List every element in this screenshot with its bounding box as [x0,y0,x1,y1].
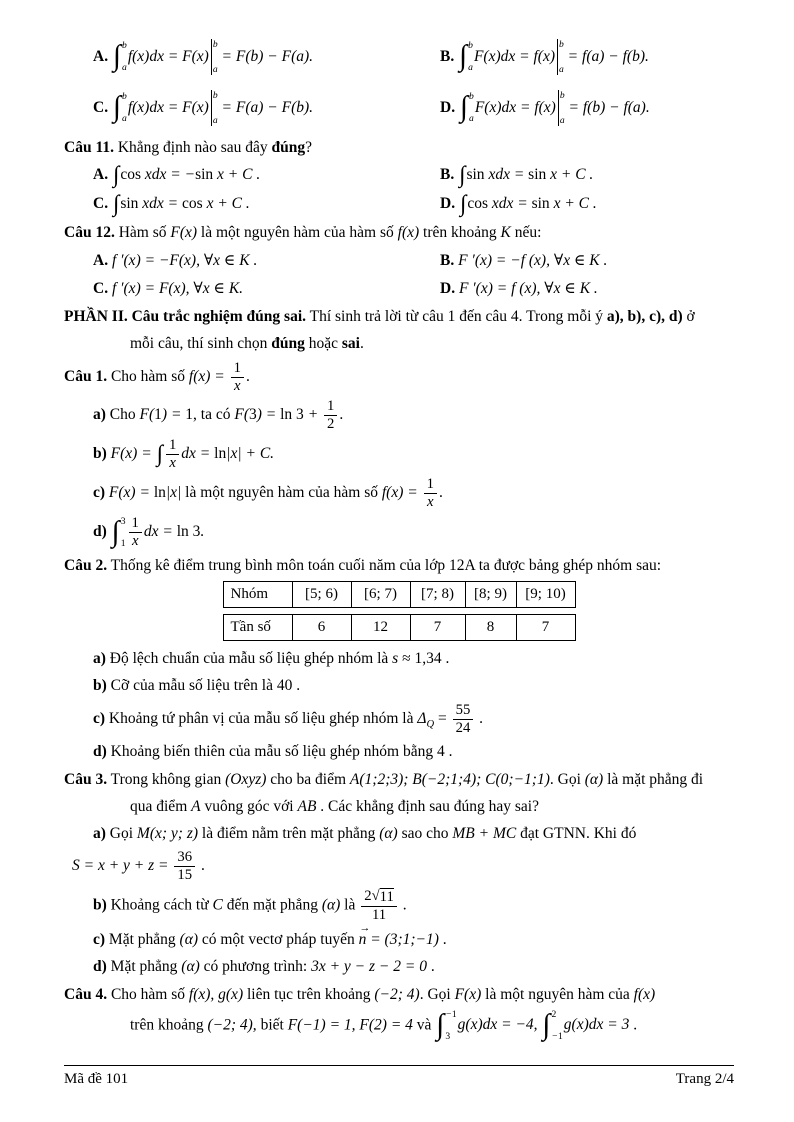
numerator [361,888,397,907]
upright-text: sin [531,195,550,213]
text-line: c) F(x) = ln|x| là một nguyên hàm của hàm số f(x) = $\frac{1}{x}$ . [93,476,443,511]
upright-text: 1 [131,515,139,531]
table-cell: Nhóm [223,581,293,608]
upper-limit: b [559,89,565,101]
text-line: qua điểm A vuông góc với AB . Các khẳng định sau đúng hay sai? [130,797,539,815]
table-cell: [6; 7) [351,581,411,608]
text-line: b) Khoảng cách từ C đến mặt phẳng (α) là 2 √ 11 11 . [93,888,407,924]
text-line: d) Khoảng biến thiên của mẫu số liệu ghép nhóm bằng 4 . [93,743,453,761]
answer-option [93,249,440,272]
table-row [223,581,576,608]
math-text: → n = (3;1;−1) [359,931,439,948]
math-text: f(x) [633,985,656,1003]
math-text: ∫ cos xdx = −sin x + C . [112,162,261,189]
answer-option [440,39,734,75]
upright-text: sin [528,166,547,184]
bold-text: b) [93,677,107,695]
bold-text: A. [93,47,109,65]
denominator: x [234,377,241,394]
bold-text: sai [341,335,360,353]
table-cell: [7; 8) [410,581,466,608]
upright-text: 2 [327,416,335,433]
answer-pair [93,85,734,131]
text-line: Câu 11. Khẳng định nào sau đây đúng? [64,139,313,156]
integral-sign: ∫ [459,91,469,124]
math-text: f(x) = $\frac{1}{x}$ [189,368,246,385]
upright-text: 2 [551,1008,557,1020]
bold-text: A. [93,166,109,184]
table-cell: [9; 10) [516,581,576,608]
fraction [166,437,179,472]
numerator [453,702,474,720]
table-cell: [8; 9) [465,581,517,608]
upper-limit: b [212,89,218,101]
math-text: (α) [321,896,341,914]
math-text: MB + MC [452,825,517,843]
bold-text: C. [93,279,109,297]
math-text: (α) [179,931,198,949]
bold-text: D. [440,279,456,297]
integral [112,517,126,549]
math-text: (α) [584,770,604,788]
evaluation-bar [558,90,565,126]
bold-text: c) [93,484,106,502]
bar-limits [212,91,218,126]
answer-pair [93,192,734,216]
numerator [166,437,179,455]
bold-text: B. [440,251,455,269]
table-cell: 6 [292,614,352,641]
integral-sign: ∫ [111,515,120,548]
lower-limit [445,1032,456,1042]
text-line: S = x + y + z = $\frac{36}{15}$ . [72,849,205,884]
bold-text: Câu 12. [64,224,115,242]
integral-sign: ∫ [436,1009,445,1041]
bold-text: D. [440,195,456,213]
bold-text: đúng [271,139,306,156]
integral [113,41,127,73]
text-line: Câu 2. Thống kê điểm trung bình môn toán cuối năm của lớp 12A ta được bảng ghép nhóm sau: [64,556,662,574]
text-line [93,437,734,472]
integral [459,41,473,73]
upright-text: 1 [154,406,162,424]
text-line [93,515,734,550]
upright-text: cos [467,195,488,213]
math-text: ∫ sin xdx = sin x + C . [459,162,594,189]
lower-limit: a [122,62,127,74]
math-text: AB [297,797,317,815]
math-text: f(x), g(x) [188,985,244,1003]
integral-sign: ∫ [459,40,468,73]
bar-limits [212,40,218,75]
bold-text: d) [93,958,107,976]
integral [113,92,127,124]
integral [542,1010,562,1042]
integral-sign: ∫ [542,1009,551,1041]
integral [460,193,466,216]
math-text: f(x) = $\frac{1}{x}$ [382,484,439,501]
answer-pair [93,34,734,80]
lower-limit: −1 [551,1030,563,1042]
bold-text: Câu 4. [64,985,108,1003]
bold-text: d) [93,522,107,540]
fraction [231,360,244,395]
math-text: ∫ b a F(x)dx = f(x) b a = f(b) − f(a). [459,89,650,126]
integral-sign: ∫ [112,40,122,73]
upright-text: 55 [455,701,471,718]
text-line: c) Mặt phẳng (α) có một vectơ pháp tuyến → n = (3;1;−1) . [93,928,734,951]
integral-limits [467,41,473,73]
upright-text: ln 3 [176,522,201,540]
table-cell: 8 [465,614,517,641]
lower-limit: a [212,114,218,126]
text-line: a) Cho F(1) = 1, ta có F(3) = ln 3 + $\frac{1}{2}$ . [93,398,344,433]
bold-text: a) [93,825,106,843]
upright-text: 1 [451,1008,457,1020]
answer-pair [93,277,734,300]
math-text: C [212,896,223,914]
bold-text: C. [93,195,109,213]
bold-text: C. [93,98,109,116]
bold-text: a) [93,406,106,424]
integral-limits [468,92,474,124]
math-text: ∫ b a f(x)dx = F(x) b a = F(b) − F(a). [112,38,314,75]
upright-text: 1 [120,537,126,549]
integral-sign: ∫ [112,162,120,189]
integral [460,92,474,124]
upright-text: 3 [120,515,126,527]
math-text: s [392,650,399,668]
upper-limit: b [469,91,474,103]
bold-text: Câu 2. [64,556,108,574]
answer-option [440,90,734,126]
math-text: A [191,797,201,815]
lower-limit: a [212,63,218,75]
answer-pair [93,249,734,272]
denominator: x [427,494,434,511]
bold-text: Câu 11. [64,139,114,156]
bold-text: b) [93,896,107,914]
text-line: a) Gọi M(x; y; z) là điểm nằm trên mặt phẳng (α) sao cho MB + MC đạt GTNN. Khi đó [93,825,637,843]
radical-sign: √ [371,888,380,905]
math-text: ∫ 3 1 $\frac{1}{x}$ dx = ln 3. [111,515,205,549]
lower-limit: a [559,114,565,126]
bold-text: đúng [271,335,305,353]
table-cell: 7 [516,614,576,641]
upright-text: 1 [185,406,194,424]
text-line: a) Độ lệch chuẩn của mẫu số liệu ghép nhóm là s ≈ 1,34 . [93,650,450,668]
bold-text: c) [93,931,106,949]
upright-text: 24 [455,719,471,736]
text-line: Câu 1. Cho hàm số f(x) = $\frac{1}{x}$ . [64,359,250,394]
table-wrap [64,581,734,641]
answer-option [440,249,734,272]
upright-text: 15 [177,867,193,884]
square-root [372,888,394,906]
fraction [424,476,437,511]
integral [459,164,465,187]
upper-limit: b [559,38,564,50]
page-number: Trang 2/4 [675,1070,734,1087]
math-text: ∫ sin xdx = cos x + C . [112,191,250,218]
page-footer [64,1065,734,1091]
math-text: F ′(x) = −f (x), ∀x ∈ K . [458,251,608,269]
numerator [324,398,337,416]
math-text: F(3) = ln 3 + $\frac{1}{2}$ [234,406,339,423]
upright-text: 1 [168,437,177,454]
fraction [361,888,397,924]
bar-limits [558,40,564,75]
math-text: A(1;2;3); B(−2;1;4); C(0;−1;1) [349,770,550,788]
text-line: c) Khoảng tứ phân vị của mẫu số liệu ghép nhóm là $\Delta_Q$ = $\frac{55}{24}$ . [93,701,484,736]
text-line: trên khoảng (−2; 4), biết F(−1) = 1, F(2) = 4 và ∫ −1 3 g(x)dx = −4, ∫ 2 −1 g(x)dx = 3 . [130,1008,638,1042]
upright-text: cos [120,166,141,184]
math-text: ∫ cos xdx = sin x + C . [459,191,597,218]
upper-limit: b [122,40,127,52]
integral [436,1010,456,1042]
denominator: x [131,532,139,549]
integral [157,443,163,466]
math-text: ∫ −1 3 g(x)dx = −4, ∫ 2 −1 g(x)dx = 3 [436,1008,630,1042]
text-line: Câu 3. Trong không gian (Oxyz) cho ba điểm A(1;2;3); B(−2;1;4); C(0;−1;1). Gọi (α) là mặt phẳng đi [64,770,704,788]
text-line: mỗi câu, thí sinh chọn đúng hoặc sai. [130,335,364,353]
upper-limit: b [212,38,218,50]
upright-text: 36 [177,849,193,866]
upright-text: 11 [379,889,394,906]
upright-text: sin [195,166,214,184]
math-text: F ′(x) = f (x), ∀x ∈ K . [458,279,598,297]
answer-pair [93,163,734,187]
upright-text: 3 [249,406,257,424]
upper-limit: b [468,40,473,52]
bold-text: b) [93,445,107,463]
integral-limits [444,1010,456,1042]
integral-limits [120,517,126,549]
upper-limit [552,1010,563,1020]
integral [113,193,119,216]
answer-option [93,277,440,300]
text-line: b) Cỡ của mẫu số liệu trên là 40 . [93,677,301,695]
answer-option [440,277,734,300]
table-cell: Tần số [223,614,293,641]
bar-limits [559,91,565,126]
math-text: ∫ b a f(x)dx = F(x) b a = F(a) − F(b). [112,89,314,126]
bold-text: a), b), c), d) [606,308,683,326]
upright-text: ln [153,484,166,502]
bold-text: A. [93,251,109,269]
bold-text: B. [440,47,455,65]
bold-text: c) [93,709,106,727]
answer-option [440,163,734,187]
math-text: F(x) = ln|x| [108,484,182,502]
math-text: K [500,224,511,242]
math-text: (α) [181,958,200,976]
math-text: M(x; y; z) [136,825,199,843]
upright-text: 1 [327,398,335,415]
upright-text: ln [214,445,227,463]
math-text: 3x + y − z − 2 = 0 [311,958,427,976]
fraction [174,849,195,884]
integral-sign: ∫ [112,191,120,218]
answer-option [93,192,440,216]
math-text: (Oxyz) [225,770,267,788]
numerator [129,515,142,533]
text-line: Câu 4. Cho hàm số f(x), g(x) liên tục trên khoảng (−2; 4). Gọi F(x) là một nguyên hàm của f(x) [64,985,656,1003]
answer-option [93,163,440,187]
content [64,34,734,1046]
math-text: S = x + y + z = $\frac{36}{15}$ [72,857,197,874]
math-text: ∫ b a F(x)dx = f(x) b a = f(a) − f(b). [459,38,649,75]
upright-text: 2 [364,888,372,905]
text-line: PHẦN II. Câu trắc nghiệm đúng sai. Thí sinh trả lời từ câu 1 đến câu 4. Trong mỗi ý a), b), c), d) ở [64,308,695,326]
table-row [223,614,576,641]
math-text: f ′(x) = −F(x), ∀x ∈ K . [111,251,258,269]
math-text: F(x) = ∫ $\frac{1}{x}$ dx = ln|x| + C. [110,437,275,472]
lower-limit [121,539,126,549]
answer-option [93,90,440,126]
evaluation-bar [557,39,564,75]
table-cell: 12 [351,614,411,641]
math-text: $\Delta_Q$ [417,709,435,730]
vector-arrow: → [359,922,371,935]
integral-sign: ∫ [459,191,467,218]
bold-text: Câu 1. [64,367,108,385]
bold-text: D. [440,98,456,116]
table-cell: 7 [410,614,466,641]
math-text: F(1) = 1 [139,406,194,424]
upright-text: 1 [233,359,241,376]
answer-option [93,39,440,75]
math-text: F(x) [454,985,482,1003]
bold-text: a) [93,650,106,668]
math-text: f(x) [397,224,420,242]
upright-text: 1 [426,476,434,493]
upright-text: sin [120,195,139,213]
upper-limit [121,517,126,527]
math-text: F(x) [170,224,198,242]
numerator [231,360,244,378]
numerator [424,476,437,494]
upright-text: 3 [445,1030,451,1042]
integral-sign: ∫ [459,162,466,189]
math-text: (α) [379,825,398,843]
vector [358,922,371,951]
numerator [174,849,195,867]
lower-limit: a [468,62,473,74]
bold-text: PHẦN II. Câu trắc nghiệm đúng sai. [64,308,306,326]
radicand [380,888,394,906]
integral-limits [551,1010,563,1042]
integral-limits [121,92,127,124]
denominator [324,416,337,433]
table-cell: [5; 6) [292,581,352,608]
frequency-table [223,581,576,641]
subscript: Q [426,718,435,730]
vector-body: n [358,931,367,949]
math-text: (−2; 4), [207,1016,257,1034]
bold-text: d) [93,743,107,761]
denominator [174,867,195,884]
lower-limit: a [559,63,564,75]
exam-code: Mã đề 101 [64,1070,129,1087]
fraction [129,515,142,550]
integral [113,164,119,187]
bold-text: Câu 3. [64,770,108,788]
integral-sign: ∫ [112,91,122,124]
fraction [324,398,337,433]
upright-text: sin [466,166,485,184]
upright-text: 11 [371,907,387,924]
fraction [453,702,474,737]
math-text: f ′(x) = F(x), ∀x ∈ K. [111,279,244,297]
evaluation-bar [211,39,218,75]
upper-limit: −1 [445,1008,457,1020]
integral-limits [121,41,127,73]
bold-text: B. [440,166,455,184]
upper-limit: b [122,91,127,103]
integral-sign: ∫ [156,441,163,468]
lower-limit: a [122,113,127,125]
text-line: Câu 12. Hàm số F(x) là một nguyên hàm của hàm số f(x) trên khoảng K nếu: [64,224,542,242]
denominator: x [169,455,176,472]
upright-text: 1 [557,1030,563,1042]
math-text: (−2; 4) [374,985,420,1003]
lower-limit: a [469,113,474,125]
math-text: F(−1) = 1, F(2) = 4 [287,1016,413,1034]
evaluation-bar [211,90,218,126]
upright-text: cos [182,195,203,213]
answer-option [440,192,734,216]
text-line: d) Mặt phẳng (α) có phương trình: 3x + y − z − 2 = 0 . [93,958,435,976]
upright-text: ln 3 [280,406,304,424]
denominator [453,720,474,737]
